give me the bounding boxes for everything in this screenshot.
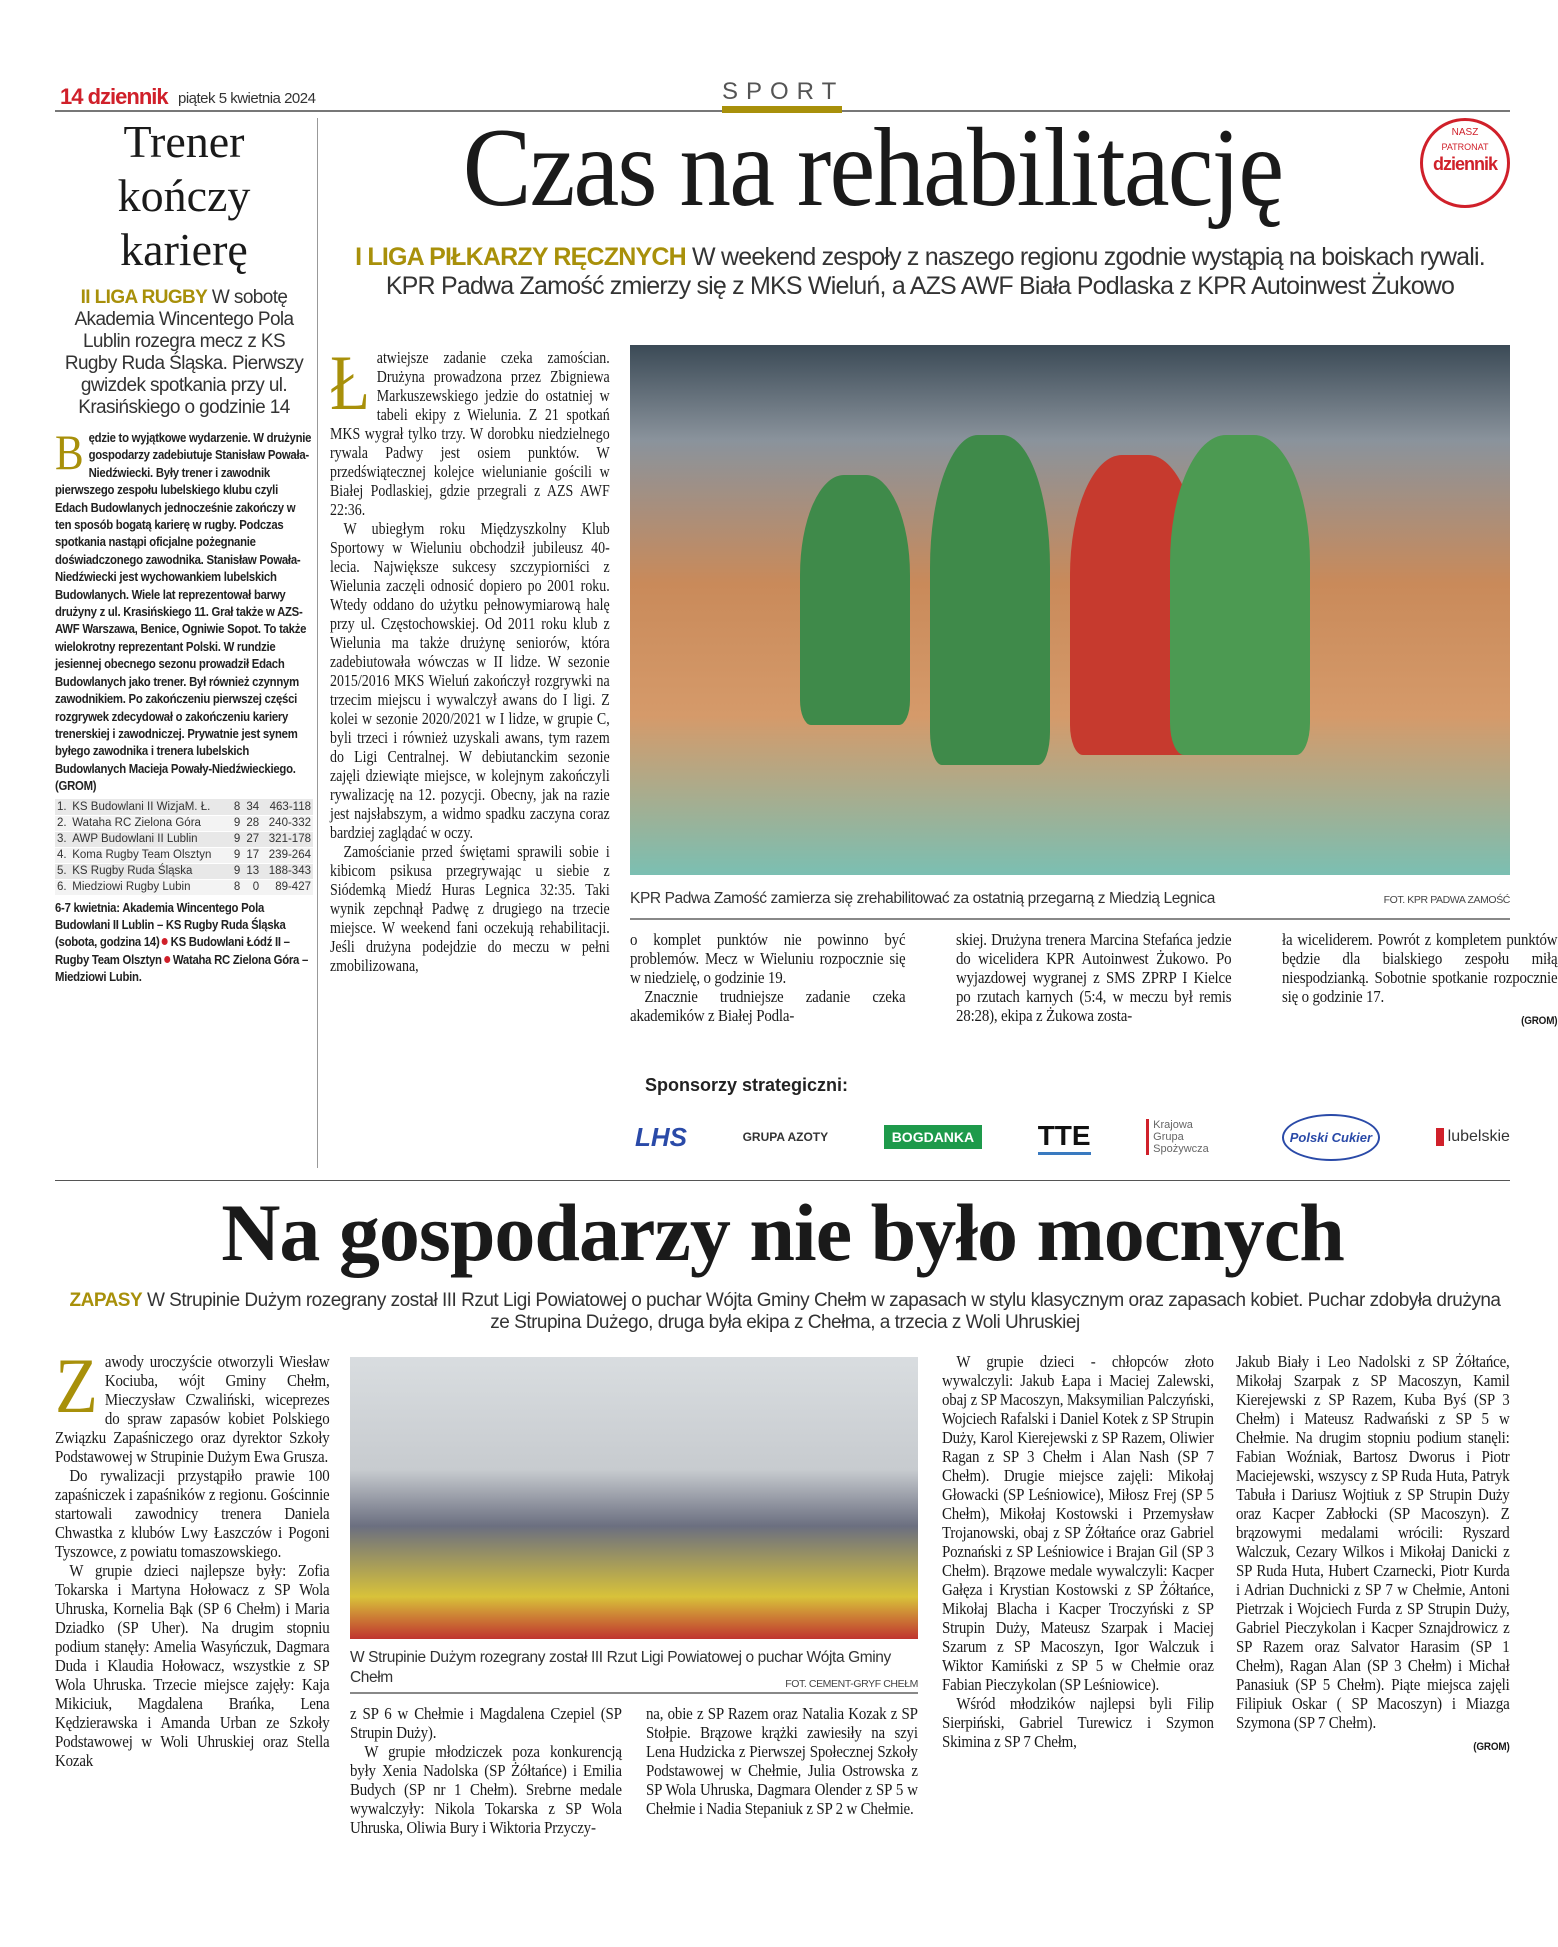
column-text — [646, 1704, 918, 1818]
column-text — [1282, 930, 1557, 1031]
photo-caption — [630, 890, 1510, 920]
paragraph — [55, 1342, 330, 1466]
deck-text: W weekend zespoły z naszego regionu zgodnie wystąpią na boiskach rywali. KPR Padwa Zamość zmierzy się z MKS Wieluń, a AZS AWF Biała Podlaska z KPR Autoinwest Żukowo — [385, 243, 1485, 300]
badge-line: PATRONAT — [1441, 142, 1489, 152]
caption-text: W Strupinie Dużym rozegrany został III Rzut Ligi Powiatowej o puchar Wójta Gminy Chełm — [350, 1649, 891, 1686]
sidebar-body-text: ędzie to wyjątkowe wydarzenie. W drużynie gospodarzy zadebiutuje Stanisław Powała-Niedźwiecki. Były trener i zawodnik pierwszego zespołu lubelskiego klubu czyli Edach Budowlanych jednocześnie zakończy w ten sposób bogatą karierę w rugby. Podczas spotkania nastąpi oficjalne pożegnanie doświadczonego zawodnika. Stanisław Powała-Niedźwiecki jest wychowankiem lubelskich Budowlanych. Wiele lat reprezentował barwy drużyny z ul. Krasińskiego 11. Grał także w AZS-AWF Warszawa, Benice, Ogniwie Sopot. To także wielokrotny reprezentant Polski. W rundzie jesiennej obecnego sezonu prowadził Edach Budowlanych jako trener. Był również czynnym zawodnikiem. Po zakończeniu pierwszej części rozgrywek zdecydował o zakończeniu kariery trenerskiej i zawodniczej. Prywatnie jest synem byłego zawodnika i trenera lubelskich Budowlanych Macieja Powały-Niedźwieckiego. — [55, 430, 312, 776]
cell-score: 463-118 — [261, 799, 313, 815]
paragraph: Jakub Biały i Leo Nadolski z SP Żółtańce, Mikołaj Szarpak z SP Macoszyn, Kamil Kierejewski z SP Razem, Kuba Byś (SP 3 Chełm) i Mateusz Radwański z SP 5 w Chełmie. Na drugim stopniu podium stanęli: Fabian Woźniak, Bartosz Dworus i Piotr Maciejewski, wszyscy z SP Ruda Huta, Patryk Tabuła i Dariusz Wojtiuk z SP Strupin Duży oraz Kacper Zabłocki (SP Macoszyn). Z brązowymi medalami wrócili: Ryszard Walczuk, Cezary Wilkos i Mikołaj Danicki z SP Ruda Huta, Hubert Czarnecki, Piotr Kurda i Adrian Duchnicki z SP 7 w Chełmie, Antoni Pietrzak i Wojciech Furda z SP Strupin Duży, Gabriel Pieczykolan i Kacper Sznajdrowicz z SP Razem oraz Salvator Harasim (SP 1 Chełm), Ragan Alan (SP 3 Chełm) i Michał Panasiuk (SP 5 Chełm). Piąte miejsca zajęli Filipiuk Oskar ( SP Macoszyn) i Miazga Szymona (SP 7 Chełm). — [1236, 1352, 1510, 1732]
player-figure — [930, 435, 1050, 765]
column-text — [942, 1352, 1214, 1751]
section-divider — [55, 1180, 1510, 1181]
table-row — [55, 879, 313, 895]
cell-team: Koma Rugby Team Olsztyn — [70, 847, 230, 863]
signature: (GROM) — [55, 778, 97, 794]
paragraph: ła wiceliderem. Powrót z kompletem punktów będzie dla bialskiego zespołu miłą niespodzianką. Sobotnie spotkanie rozpocznie się o godzinie 17. — [1282, 930, 1558, 1006]
paragraph — [330, 339, 610, 519]
paragraph: W grupie dzieci najlepsze były: Zofia Tokarska i Martyna Hołowacz z SP Wola Uhruska, Kornelia Bąk (SP 6 Chełm) i Maria Dziadko (SP Uher). Na drugim stopniu podium stanęły: Amelia Wasyńczuk, Dagmara Duda i Klaudia Hołowacz, wszystkie z SP Wola Uhruska. Trzecie miejsce zajęły: Kaja Mikiciuk, Magdalena Brańka, Lena Kędzierawska i Amanda Urban ze Szkoły Podstawowej w Woli Uhruskiej oraz Stella Kozak — [55, 1561, 330, 1770]
cell-pts: 13 — [242, 863, 261, 879]
paragraph-text: atwiejsze zadanie czeka zamościan. Drużyna prowadzona przez Zbigniewa Markuszewskiego jedzie do ostatniej w tabeli ekipy z Wielunia. Z 21 spotkań MKS wygrał tylko trzy. W dorobku niedzielnego rywala Padwy jest osiem punktów. W przedświątecznej kolejce wielunianie gościli w Białej Podlaskiej, gdzie przegrali z AZS AWF 22:36. — [330, 348, 610, 519]
text-column — [55, 1342, 330, 1770]
cell-pos: 6. — [55, 879, 70, 895]
cell-pos: 4. — [55, 847, 70, 863]
drop-cap: Ł — [330, 339, 371, 426]
cell-pts: 34 — [242, 799, 261, 815]
paragraph: W ubiegłym roku Międzyszkolny Klub Sportowy w Wieluniu obchodził jubileusz 40-lecia. Największe sukcesy szczypiorniści z Wielunia zaczęli odnosić dopiero po 2001 roku. Wtedy oddano do użytku pełnowymiarową halę przy ul. Częstochowskiej. Od 2011 roku klub z Wielunia ma także drużynę seniorów, która zadebiutowała wówczas w II lidze. W sezonie 2015/2016 MKS Wieluń zakończył rozgrywki na trzecim miejscu i wywalczył awans do I ligi. Z kolei w sezonie 2020/2021 w I lidze, w grupie C, byli trzeci i również uzyskali awans, tym razem do Ligi Centralnej. W debiutanckim sezonie zajęli dziewiąte miejsce, w kolejnym zakończyli rywalizację na 12. pozycji. Obecny, jak na razie jest najsłabszym, a widmo spadku zaczyna coraz bardziej zaglądać w oczy. — [330, 519, 610, 842]
drop-cap: B — [55, 424, 84, 480]
grupa-azoty-logo: GRUPA AZOTY — [742, 1130, 829, 1144]
article-deck — [335, 243, 1505, 301]
article-headline: Na gospodarzy nie było mocnych — [221, 1187, 1344, 1278]
column-divider — [317, 118, 318, 1168]
bullet-icon — [162, 938, 168, 945]
issue-date: piątek 5 kwietnia 2024 — [178, 90, 316, 107]
text-column — [1236, 1352, 1510, 1757]
badge-line: NASZ — [1451, 127, 1479, 138]
wrestling-group-photo — [350, 1357, 918, 1639]
kgs-logo: Krajowa Grupa Spożywcza — [1146, 1119, 1226, 1155]
sidebar-headline: Trener kończy karierę — [117, 116, 251, 275]
brand-logo: dziennik — [87, 84, 168, 109]
badge-logo: dziennik — [1432, 154, 1497, 174]
cell-pos: 3. — [55, 831, 70, 847]
cell-team: KS Rugby Ruda Śląska — [70, 863, 230, 879]
cell-games: 9 — [231, 863, 243, 879]
sidebar-body-wrap — [55, 424, 313, 795]
player-figure — [1170, 435, 1310, 755]
cell-pos: 1. — [55, 799, 70, 815]
text-column — [942, 1352, 1214, 1751]
cell-pts: 0 — [242, 879, 261, 895]
article-deck — [60, 1290, 1510, 1334]
fixtures-wrap — [55, 899, 313, 986]
kicker: ZAPASY — [69, 1290, 143, 1311]
cell-pts: 28 — [242, 815, 261, 831]
paragraph: Do rywalizacji przystąpiło prawie 100 zapaśniczek i zapaśników z regionu. Gościnnie startowali zawodnicy trenera Daniela Chwastka z klubów Lwy Łaszczów i Pogoni Tyszowce, z powiatu tomaszowskiego. — [55, 1466, 330, 1561]
drop-cap: Z — [55, 1342, 98, 1429]
photo-credit: FOT. KPR PADWA ZAMOŚĆ — [1383, 894, 1510, 906]
column-text — [630, 930, 905, 1025]
article-continuation — [630, 930, 1558, 1031]
cell-pos: 5. — [55, 863, 70, 879]
article-body — [330, 339, 610, 975]
cell-games: 9 — [231, 815, 243, 831]
cell-score: 239-264 — [261, 847, 313, 863]
cell-pts: 17 — [242, 847, 261, 863]
table-row — [55, 799, 313, 815]
caption-text: KPR Padwa Zamość zamierza się zrehabilitować za ostatnią przegarną z Miedzią Legnica — [630, 890, 1215, 907]
paragraph: o komplet punktów nie powinno być problemów. Mecz w Wieluniu rozpocznie się w niedzielę, o godzinie 19. — [630, 930, 906, 987]
fixtures-label: 6-7 kwietnia: — [55, 899, 120, 915]
text-column — [630, 930, 936, 1031]
cell-pts: 27 — [242, 831, 261, 847]
signature: (GROM) — [1473, 1741, 1510, 1753]
paragraph: na, obie z SP Razem oraz Natalia Kozak z SP Stołpie. Brązowe krążki zawiesiły na szyi Lena Hudzicka z Pierwszej Społecznej Szkoły Podstawowej w Chełmie, Julia Ostrowska z SP Wola Uhruska, Dagmara Olender z SP 5 w Chełmie i Nadia Stepaniuk z SP 2 w Chełmie. — [646, 1704, 918, 1818]
cell-games: 9 — [231, 847, 243, 863]
handball-photo — [630, 345, 1510, 875]
cell-team: KS Budowlani II WizjaM. Ł. — [70, 799, 230, 815]
table-row — [55, 847, 313, 863]
league-table — [55, 799, 313, 896]
cell-team: Miedziowi Rugby Lubin — [70, 879, 230, 895]
fixture: KS Budowlani Łódź II – Rugby Team Olsztyn — [55, 934, 290, 967]
signature: (GROM) — [1521, 1015, 1558, 1027]
paragraph: Znacznie trudniejsze zadanie czeka akademików z Białej Podla- — [630, 987, 906, 1025]
cell-pos: 2. — [55, 815, 70, 831]
paragraph: Zamościanie przed świętami sprawili sobie i kibicom psikusa przegrywając u siebie z Siódemką Miedź Huras Legnica 32:35. Taki wynik zepchnął Padwę z drugiego na trzecie miejsce. W weekend fani oczekują rehabilitacji. Jeśli drużyna podejdzie do meczu w pełni zmobilizowana, — [330, 842, 610, 975]
paragraph: skiej. Drużyna trenera Marcina Stefańca jedzie do wicelidera KPR Autoinwest Żukowo. Po wyjazdowej wygranej z SMS ZPRP I Kielce po rzutach karnych (5:4, w meczu był remis 28:28), ekipa z Żukowa zosta- — [956, 930, 1232, 1025]
cell-score: 240-332 — [261, 815, 313, 831]
bullet-icon — [164, 956, 170, 963]
text-column — [1282, 930, 1558, 1031]
cell-games: 9 — [231, 831, 243, 847]
fixture: Akademia Wincentego Pola Budowlani II Lublin – KS Rugby Ruda Śląska (sobota, godzina 14) — [55, 899, 286, 950]
paragraph: z SP 6 w Chełmie i Magdalena Czepiel (SP Strupin Duży). — [350, 1704, 622, 1742]
sponsors-label: Sponsorzy strategiczni: — [645, 1075, 849, 1095]
table-row — [55, 863, 313, 879]
text-column — [350, 1704, 622, 1837]
photo-caption — [350, 1648, 918, 1694]
sidebar-body — [55, 424, 313, 795]
paragraph-text: awody uroczyście otworzyli Wiesław Kociuba, wójt Gminy Chełm, Mieczysław Czwaliński, wiceprezes do spraw zapasów kobiet Polskiego Związku Zapaśniczego oraz dyrektor Szkoły Podstawowej w Strupinie Dużym Ewa Grusza. — [55, 1352, 330, 1466]
cell-score: 89-427 — [261, 879, 313, 895]
text-column — [956, 930, 1262, 1031]
section-label: SPORT — [722, 78, 845, 105]
article-headline: Czas na rehabilitację — [462, 106, 1283, 230]
page-number-value: 14 — [60, 84, 83, 109]
bogdanka-logo: BOGDANKA — [884, 1125, 982, 1149]
paragraph: Wśród młodzików najlepsi byli Filip Sierpiński, Gabriel Turewicz i Szymon Skimina z SP 7 Chełm, — [942, 1694, 1214, 1751]
cell-score: 188-343 — [261, 863, 313, 879]
fixture: Wataha RC Zielona Góra – Miedziowi Lubin. — [55, 951, 309, 985]
tte-logo: TTE — [1038, 1120, 1091, 1155]
sidebar — [55, 115, 313, 986]
sidebar-kicker: II LIGA RUGBY — [80, 287, 208, 308]
lhs-logo: LHS — [635, 1121, 687, 1152]
photo-credit: FOT. CEMENT-GRYF CHEŁM — [785, 1678, 918, 1690]
cell-games: 8 — [231, 879, 243, 895]
polski-cukier-logo: Polski Cukier — [1282, 1114, 1380, 1161]
deck-text: W Strupinie Dużym rozegrany został III Rzut Ligi Powiatowej o puchar Wójta Gminy Chełm w zapasach w stylu klasycznym oraz zapasach kobiet. Puchar zdobyła drużyna ze Strupina Dużego, druga była ekipa z Chełma, a trzecia z Woli Uhruskiej — [142, 1290, 1501, 1333]
player-figure — [800, 475, 910, 725]
cell-games: 8 — [231, 799, 243, 815]
sponsor-logos — [635, 1102, 1510, 1172]
column-text — [350, 1704, 622, 1837]
paragraph: W grupie młodziczek poza konkurencją były Xenia Nadolska (SP Żółtańce) i Emilia Budych (SP nr 1 Chełm). Srebrne medale wywalczyły: Nikola Tokarska z SP Wola Uhruska, Oliwia Bury i Wiktoria Przyczy- — [350, 1742, 622, 1837]
lubelskie-logo: lubelskie — [1436, 1128, 1510, 1146]
sidebar-deck-text: W sobotę Akademia Wincentego Pola Lublin rozegra mecz z KS Rugby Ruda Śląska. Pierwszy gwizdek spotkania przy ul. Krasińskiego o godzinie 14 — [64, 287, 304, 418]
cell-score: 321-178 — [261, 831, 313, 847]
table-row — [55, 815, 313, 831]
column-text — [956, 930, 1231, 1025]
table-row — [55, 831, 313, 847]
sidebar-deck — [55, 287, 313, 419]
fixtures — [55, 899, 313, 986]
column-text — [1236, 1352, 1510, 1757]
cell-team: Wataha RC Zielona Góra — [70, 815, 230, 831]
page-number — [60, 84, 168, 110]
patronage-badge — [1420, 118, 1510, 208]
column-text — [55, 1342, 330, 1770]
paragraph: W grupie dzieci - chłopców złoto wywalczyli: Jakub Łapa i Maciej Zalewski, obaj z SP Macoszyn, Maksymilian Palczyński, Wojciech Rafalski i Daniel Kotek z SP Strupin Duży, Karol Kierejewski z SP Razem, Oliwier Ragan z SP 3 Chełm i Alan Nash (SP 7 Chełm). Drugie miejsce zajęli: Mikołaj Głowacki (SP Leśniowice), Miłosz Frej (SP 5 Chełm), Mikołaj Kostowski i Przemysław Trojanowski, obaj z SP Żółtańce oraz Gabriel Poznański z SP Leśniowice i Brajan Gil (SP 3 Chełm). Brązowe medale wywalczyli: Kacper Gałęza i Krystian Kostowski z SP Żółtańce, Mikołaj Blacha i Kacper Troczyński z SP Strupin Duży, Mateusz Szarpak i Maciej Szarum z SP Macoszyn, Igor Walczuk i Wiktor Kamiński z SP 5 w Chełmie oraz Fabian Pieczykolan (SP Leśniowice). — [942, 1352, 1214, 1694]
cell-team: AWP Budowlani II Lublin — [70, 831, 230, 847]
kicker: I LIGA PIŁKARZY RĘCZNYCH — [355, 243, 686, 271]
text-column — [646, 1704, 918, 1818]
